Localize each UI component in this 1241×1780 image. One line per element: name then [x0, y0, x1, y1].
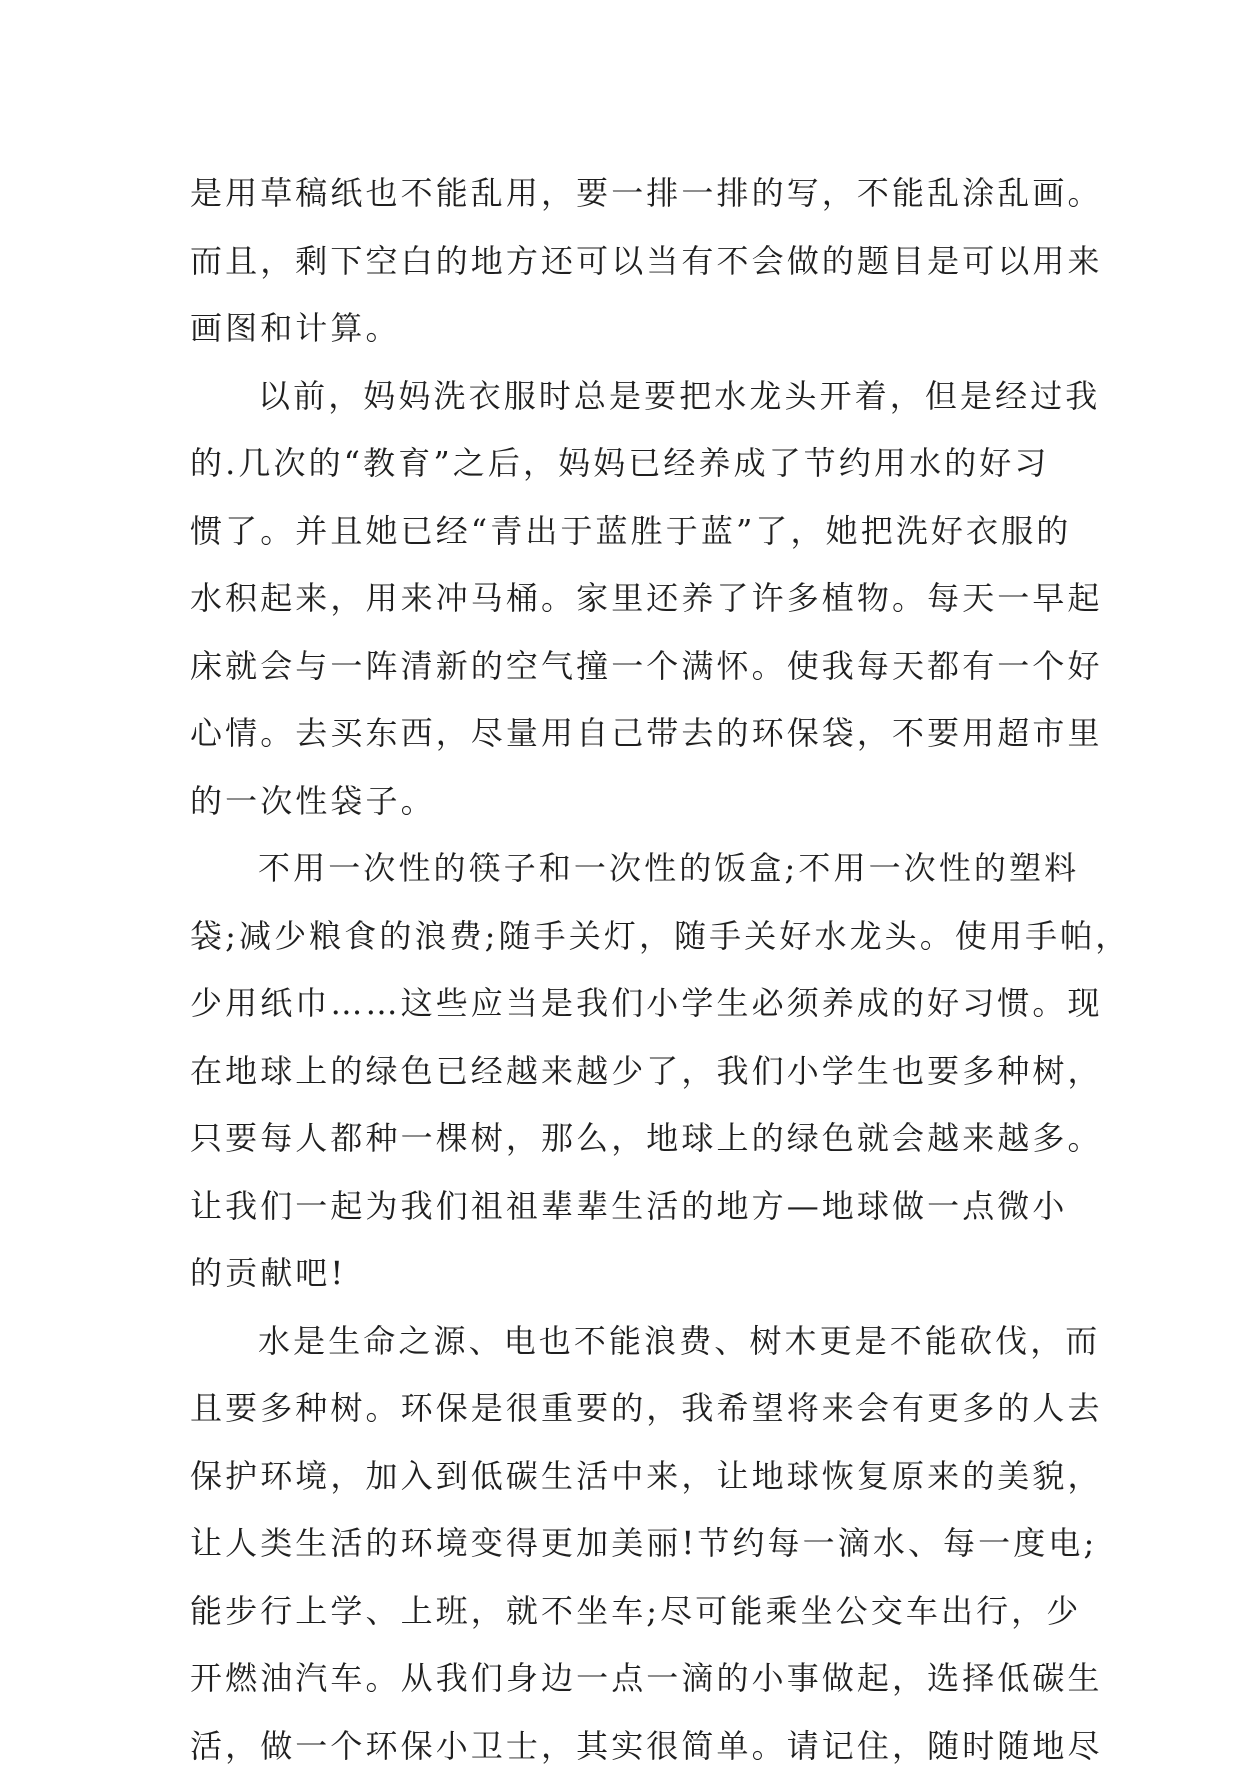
- text-line: 在地球上的绿色已经越来越少了，我们小学生也要多种树，: [190, 1038, 1070, 1106]
- text-line: 的贡献吧!: [190, 1240, 1070, 1308]
- text-line: 袋;减少粮食的浪费;随手关灯，随手关好水龙头。使用手帕，: [190, 903, 1070, 971]
- text-line: 而且，剩下空白的地方还可以当有不会做的题目是可以用来: [190, 228, 1070, 296]
- text-line: 开燃油汽车。从我们身边一点一滴的小事做起，选择低碳生: [190, 1645, 1070, 1713]
- text-line: 是用草稿纸也不能乱用，要一排一排的写，不能乱涂乱画。: [190, 160, 1070, 228]
- text-line: 的一次性袋子。: [190, 768, 1070, 836]
- text-line: 心情。去买东西，尽量用自己带去的环保袋，不要用超市里: [190, 700, 1070, 768]
- text-line: 活，做一个环保小卫士，其实很简单。请记住，随时随地尽: [190, 1713, 1070, 1780]
- text-line: 保护环境，加入到低碳生活中来，让地球恢复原来的美貌，: [190, 1443, 1070, 1511]
- text-line: 水积起来，用来冲马桶。家里还养了许多植物。每天一早起: [190, 565, 1070, 633]
- text-line: 让我们一起为我们祖祖辈辈生活的地方—地球做一点微小: [190, 1173, 1070, 1241]
- text-line: 少用纸巾……这些应当是我们小学生必须养成的好习惯。现: [190, 970, 1070, 1038]
- text-line: 床就会与一阵清新的空气撞一个满怀。使我每天都有一个好: [190, 633, 1070, 701]
- text-line: 让人类生活的环境变得更加美丽!节约每一滴水、每一度电;: [190, 1510, 1070, 1578]
- paragraph-start-line: 以前，妈妈洗衣服时总是要把水龙头开着，但是经过我: [190, 363, 1070, 431]
- text-line: 只要每人都种一棵树，那么，地球上的绿色就会越来越多。: [190, 1105, 1070, 1173]
- paragraph-start-line: 不用一次性的筷子和一次性的饭盒;不用一次性的塑料: [190, 835, 1070, 903]
- body-text: [190, 160, 1070, 1780]
- text-line: 且要多种树。环保是很重要的，我希望将来会有更多的人去: [190, 1375, 1070, 1443]
- paragraph-start-line: 水是生命之源、电也不能浪费、树木更是不能砍伐，而: [190, 1308, 1070, 1376]
- text-line: 的.几次的“教育”之后，妈妈已经养成了节约用水的好习: [190, 430, 1070, 498]
- text-line: 画图和计算。: [190, 295, 1070, 363]
- text-line: 惯了。并且她已经“青出于蓝胜于蓝”了，她把洗好衣服的: [190, 498, 1070, 566]
- text-line: 能步行上学、上班，就不坐车;尽可能乘坐公交车出行，少: [190, 1578, 1070, 1646]
